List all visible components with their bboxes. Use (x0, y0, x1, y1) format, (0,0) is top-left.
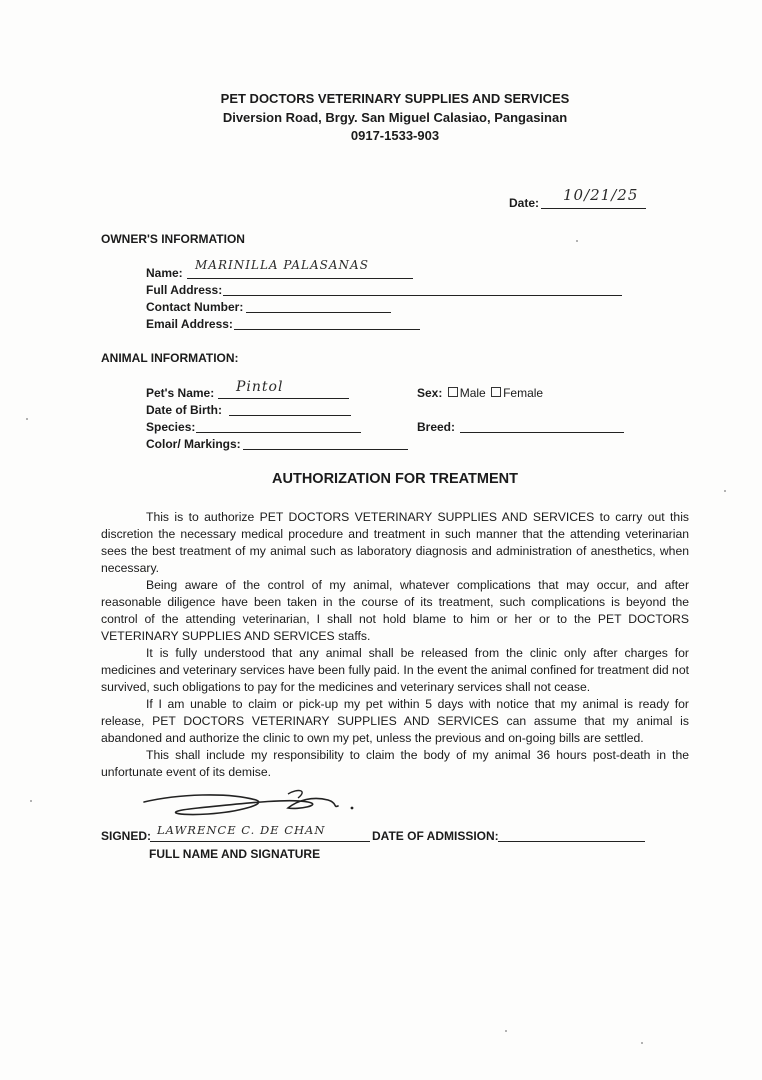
color-line[interactable] (243, 449, 408, 450)
sex-field (417, 386, 543, 400)
clinic-address: Diversion Road, Brgy. San Miguel Calasiao, Pangasinan (222, 110, 568, 125)
dob-line[interactable] (229, 415, 351, 416)
owner-email-line[interactable] (234, 329, 420, 330)
female-checkbox[interactable] (491, 387, 501, 397)
owner-address-line[interactable] (223, 295, 622, 296)
signature-scribble (138, 786, 368, 826)
scan-speck (724, 490, 726, 492)
scan-speck (30, 800, 32, 802)
authorization-paragraph: If I am unable to claim or pick-up my pet within 5 days with notice that my animal is ready for release, PET DOCTORS VETERINARY SUPPLIES AND SERVICES can assume that my animal is abandoned and authorize the clinic to own my pet, unless the previous and on-going bills are settled. (101, 697, 689, 745)
owner-contact-label: Contact Number: (146, 300, 244, 314)
authorization-paragraph: This shall include my responsibility to claim the body of my animal 36 hours post-death in the unfortunate event of its demise. (101, 748, 689, 779)
authorization-body (101, 509, 689, 781)
authorization-paragraph: This is to authorize PET DOCTORS VETERINARY SUPPLIES AND SERVICES to carry out this discretion the necessary medical procedure and treatment in such manner that the attending veterinarian sees the best treatment of my animal such as laboratory diagnosis and administration of anesthetics, when necessary. (101, 510, 689, 575)
female-option-label: Female (503, 386, 544, 400)
signature-caption: FULL NAME AND SIGNATURE (149, 847, 321, 861)
date-value[interactable]: 10/21/25 (563, 186, 639, 204)
male-option-label: Male (459, 386, 486, 400)
color-label: Color/ Markings: (146, 437, 241, 451)
admission-line[interactable] (498, 841, 645, 842)
male-checkbox[interactable] (448, 387, 458, 397)
pet-name-line (218, 398, 349, 399)
admission-label: DATE OF ADMISSION: (372, 829, 499, 843)
date-label: Date: (509, 196, 540, 210)
date-line (541, 208, 646, 209)
breed-line[interactable] (460, 432, 624, 433)
owner-name-line (187, 278, 413, 279)
scan-speck (505, 1030, 507, 1032)
signed-label: SIGNED: (101, 829, 152, 843)
pet-name-value[interactable]: Pintol (236, 379, 284, 395)
scan-speck (576, 240, 578, 242)
signed-name-value[interactable]: LAWRENCE C. DE CHAN (157, 823, 326, 837)
owner-section-title: OWNER'S INFORMATION (101, 232, 245, 246)
species-label: Species: (146, 420, 196, 434)
signed-line (150, 841, 370, 842)
owner-contact-line[interactable] (246, 312, 391, 313)
sex-label: Sex: (417, 386, 443, 400)
owner-name-label: Name: (146, 266, 183, 280)
breed-label: Breed: (417, 420, 456, 434)
clinic-name: PET DOCTORS VETERINARY SUPPLIES AND SERVICES (220, 91, 570, 106)
authorization-paragraph: Being aware of the control of my animal, whatever complications that may occur, and after reasonable diligence have been taken in the course of its treatment, such complications is beyond the control of the attending veterinarian, I shall not hold blame to him or her or to the PET DOCTORS VETERINARY SUPPLIES AND SERVICES staffs. (101, 578, 689, 643)
authorization-title: AUTHORIZATION FOR TREATMENT (272, 471, 518, 487)
scan-speck (26, 418, 28, 420)
owner-address-label: Full Address: (146, 283, 223, 297)
owner-name-value[interactable]: MARINILLA PALASANAS (195, 258, 369, 272)
clinic-phone: 0917-1533-903 (350, 128, 440, 143)
scan-speck (641, 1042, 643, 1044)
authorization-paragraph: It is fully understood that any animal shall be released from the clinic only after charges for medicines and veterinary services have been fully paid. In the event the animal confined for treatment did not survived, such obligations to pay for the medicines and veterinary services shall not cease. (101, 646, 689, 694)
owner-email-label: Email Address: (146, 317, 233, 331)
pet-name-label: Pet's Name: (146, 386, 215, 400)
dob-label: Date of Birth: (146, 403, 222, 417)
animal-section-title: ANIMAL INFORMATION: (101, 351, 239, 365)
species-line[interactable] (196, 432, 361, 433)
